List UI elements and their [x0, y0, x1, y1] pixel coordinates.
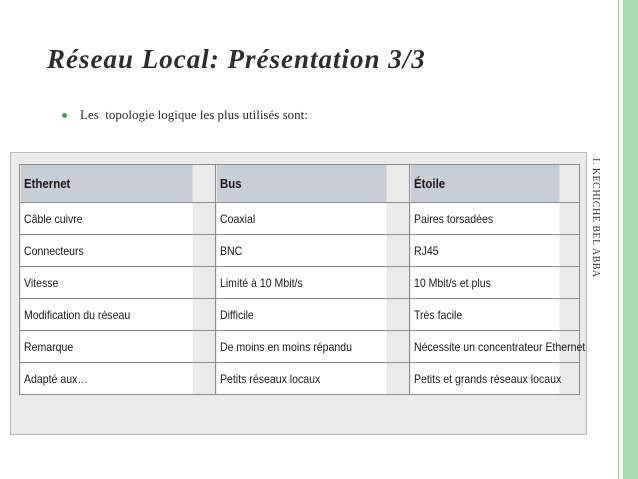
etoile-cell: RJ45 [410, 235, 560, 267]
row-label: Modification du réseau [20, 299, 192, 331]
table-row [20, 267, 580, 299]
accent-bar [623, 0, 638, 479]
table-image [10, 152, 587, 435]
row-label: Adapté aux… [20, 363, 192, 395]
table-row [20, 363, 580, 395]
etoile-cell: Très facile [410, 299, 560, 331]
bullet-item [62, 107, 308, 123]
etoile-cell: 10 Mbit/s et plus [410, 267, 560, 299]
etoile-cell: Paires torsadées [410, 203, 560, 235]
bullet-icon [62, 113, 67, 118]
header-etoile: Étoile [410, 165, 560, 203]
accent-line [618, 0, 619, 479]
header-bus: Bus [216, 165, 387, 203]
etoile-cell: Nécessite un concentrateur Ethernet [410, 331, 560, 363]
author-credit: I. KECHICHE BEL ABBA [590, 158, 601, 278]
bus-cell: Difficile [216, 299, 387, 331]
bus-cell: BNC [216, 235, 387, 267]
row-label: Connecteurs [20, 235, 192, 267]
table-row [20, 299, 580, 331]
bus-cell: Petits réseaux locaux [216, 363, 387, 395]
table-row [20, 235, 580, 267]
etoile-cell: Petits et grands réseaux locaux [410, 363, 560, 395]
bullet-text: Les topologie logique les plus utilisés sont: [80, 107, 308, 122]
table-header-row [20, 165, 580, 203]
row-label: Vitesse [20, 267, 192, 299]
table-row [20, 203, 580, 235]
slide-title: Réseau Local: Présentation 3/3 [47, 44, 426, 74]
header-ethernet: Ethernet [20, 165, 192, 203]
bus-cell: De moins en moins répandu [216, 331, 387, 363]
table-row [20, 331, 580, 363]
bus-cell: Limité à 10 Mbit/s [216, 267, 387, 299]
bus-cell: Coaxial [216, 203, 387, 235]
row-label: Remarque [20, 331, 192, 363]
row-label: Câble cuivre [20, 203, 192, 235]
topology-table [19, 164, 585, 395]
